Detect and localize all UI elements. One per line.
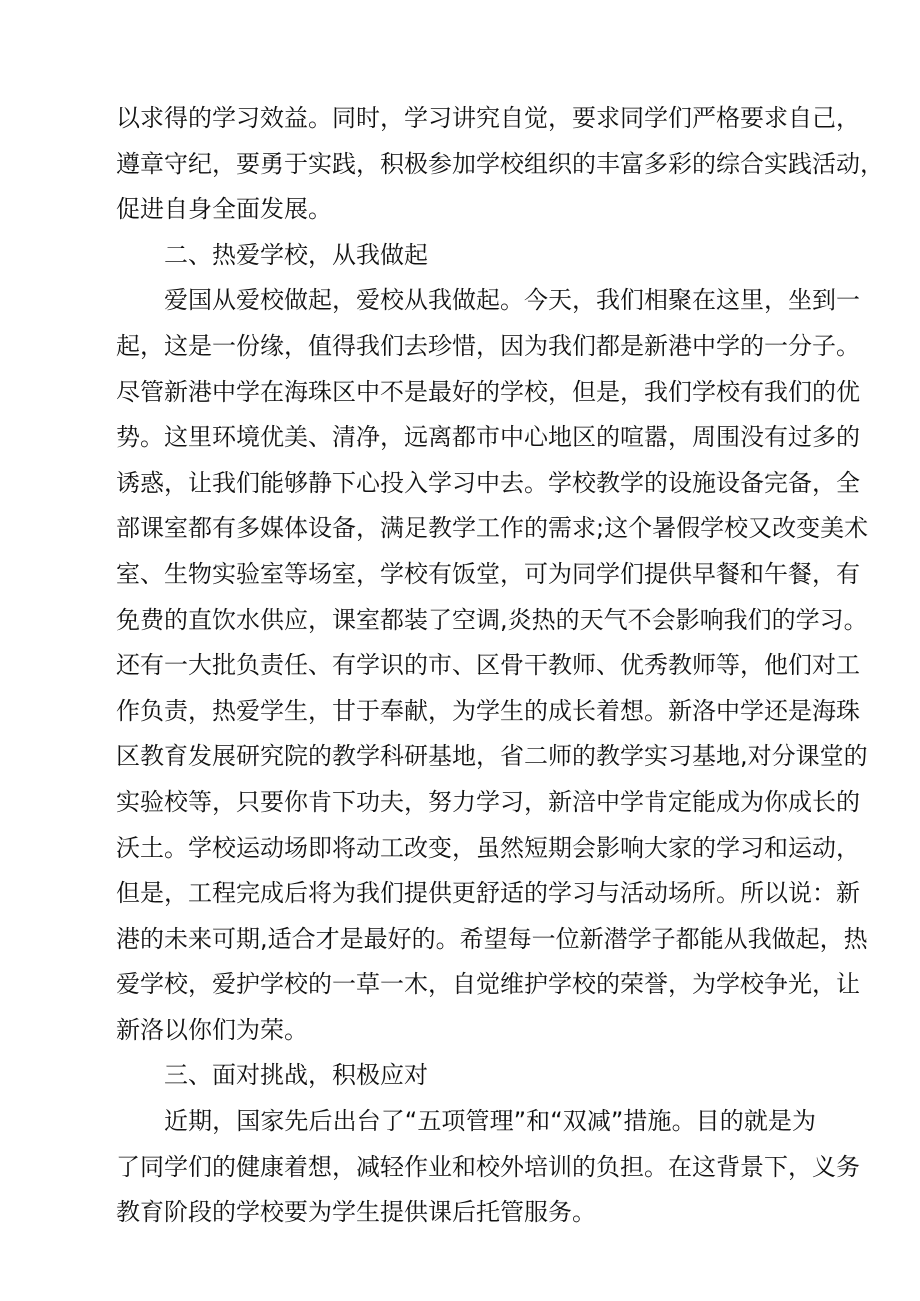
text-line: 作负责，热爱学生，甘于奉献，为学生的成长着想。新洛中学还是海珠 xyxy=(116,696,860,725)
paragraph-continued xyxy=(116,96,884,233)
text-line: 促进自身全面发展。 xyxy=(116,195,332,224)
section-heading-2: 二、热爱学校，从我做起 xyxy=(164,240,428,269)
text-line: 还有一大批负责任、有学识的市、区骨干教师、优秀教师等，他们对工 xyxy=(116,651,860,680)
text-line: 但是，工程完成后将为我们提供更舒适的学习与活动场所。所以说：新 xyxy=(116,879,860,908)
text-line: 部课室都有多媒体设备，满足教学工作的需求;这个暑假学校又改变美术 xyxy=(116,514,869,543)
text-line: 新洛以你们为荣。 xyxy=(116,1015,308,1044)
text-line: 以求得的学习效益。同时，学习讲究自觉，要求同学们严格要求自己， xyxy=(116,104,860,132)
text-line: 港的未来可期,适合才是最好的。希望每一位新潜学子都能从我做起，热 xyxy=(116,924,868,953)
text-line: 了同学们的健康着想，减轻作业和校外培训的负担。在这背景下，义务 xyxy=(116,1152,860,1181)
text-line: 爱学校，爱护学校的一草一木，自觉维护学校的荣誉，为学校争光，让 xyxy=(116,970,860,999)
paragraph-love-school xyxy=(116,278,869,1053)
text-line: 区教育发展研究院的教学科研基地，省二师的教学实习基地,对分课堂的 xyxy=(116,742,868,771)
paragraph-challenges xyxy=(116,1099,860,1236)
text-line: 近期，国家先后出台了“五项管理”和“双减”措施。目的就是为 xyxy=(164,1107,816,1136)
text-line: 沃土。学校运动场即将动工改变，虽然短期会影响大家的学习和运动， xyxy=(116,833,860,862)
text-line: 实验校等，只要你肯下功夫，努力学习，新涪中学肯定能成为你成长的 xyxy=(116,787,860,816)
text-line: 遵章守纪，要勇于实践，积极参加学校组织的丰富多彩的综合实践活动， xyxy=(116,149,884,178)
section-heading-3: 三、面对挑战，积极应对 xyxy=(164,1061,428,1090)
text-line: 爱国从爱校做起，爱校从我做起。今天，我们相聚在这里，坐到一 xyxy=(164,286,860,315)
text-line: 起，这是一份缘，值得我们去珍惜，因为我们都是新港中学的一分子。 xyxy=(116,331,860,360)
text-line: 尽管新港中学在海珠区中不是最好的学校，但是，我们学校有我们的优 xyxy=(116,377,860,406)
text-line: 教育阶段的学校要为学生提供课后托管服务。 xyxy=(116,1198,596,1227)
text-line: 室、生物实验室等场室，学校有饭堂，可为同学们提供早餐和午餐，有 xyxy=(116,559,860,588)
text-line: 势。这里环境优美、清净，远离都市中心地区的喧嚣，周围没有过多的 xyxy=(116,423,860,452)
document-page xyxy=(116,96,884,1236)
text-line: 诱惑，让我们能够静下心投入学习中去。学校教学的设施设备完备，全 xyxy=(116,468,860,497)
text-line: 免费的直饮水供应，课室都装了空调,炎热的天气不会影响我们的学习。 xyxy=(116,605,868,634)
